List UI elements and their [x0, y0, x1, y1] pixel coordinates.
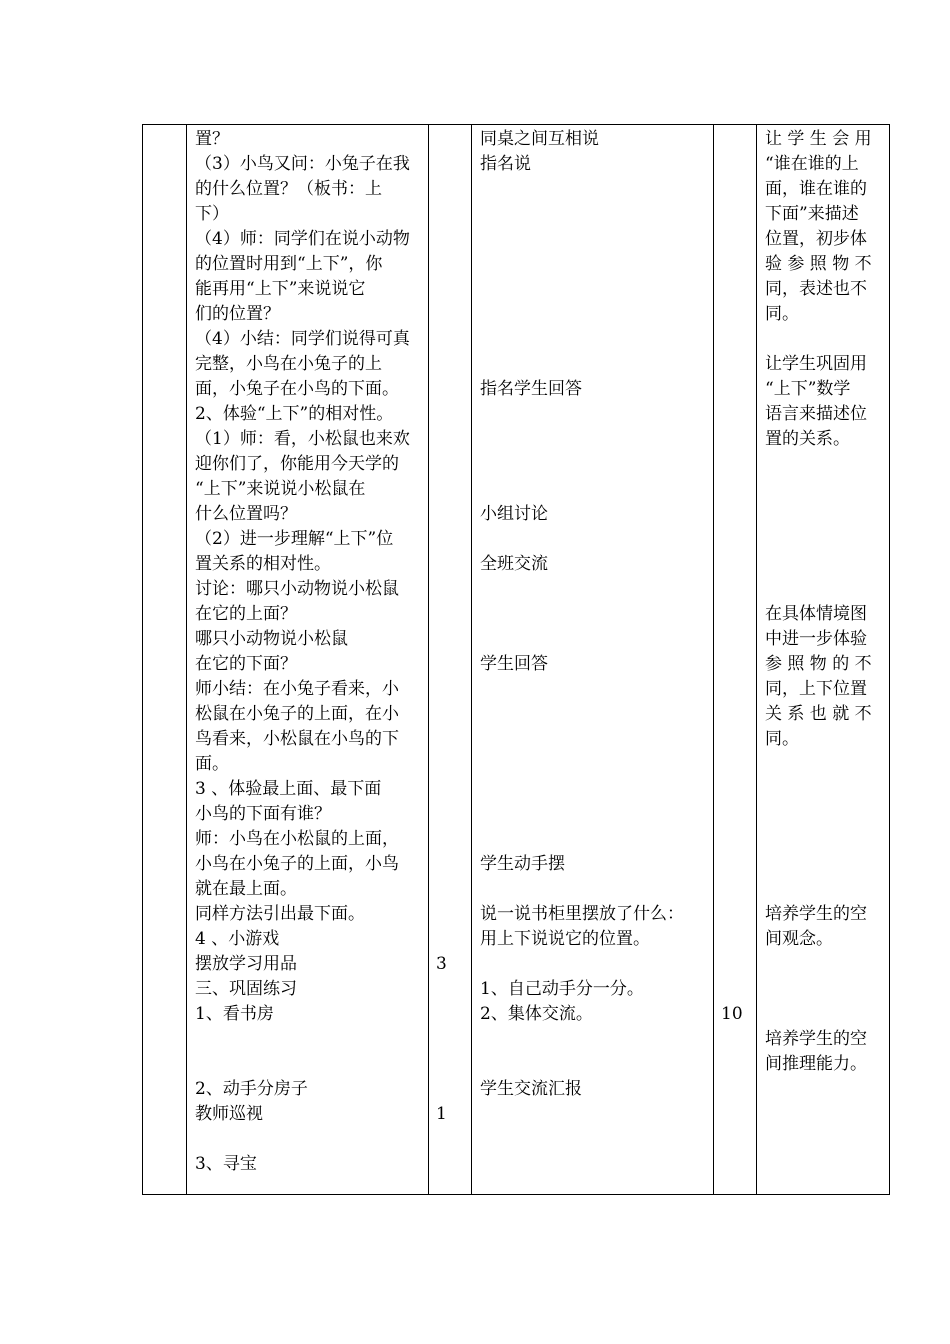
content-line: 什么位置吗？	[195, 504, 297, 524]
content-line: 置关系的相对性。	[195, 554, 331, 574]
design-intent-line: 同。	[765, 729, 799, 749]
design-intent-line: 同，表述也不	[765, 279, 867, 299]
student-activity-line: 全班交流	[480, 554, 548, 574]
student-activity-line: 小组讨论	[480, 504, 548, 524]
cell-time-minutes-2	[721, 125, 751, 1194]
student-activity-line: 2、集体交流。	[480, 1004, 593, 1024]
student-activity-line: 学生交流汇报	[480, 1079, 582, 1099]
content-line: 松鼠在小兔子的上面，在小	[195, 704, 399, 724]
design-intent-line: 同，上下位置	[765, 679, 867, 699]
design-intent-line: 面，谁在谁的	[765, 179, 867, 199]
column-divider	[186, 125, 187, 1194]
content-line: 置？	[195, 129, 229, 149]
content-line: 师：小鸟在小松鼠的上面，	[195, 829, 399, 849]
content-line: 教师巡视	[195, 1104, 263, 1124]
content-line: 三、巩固练习	[195, 979, 297, 999]
column-divider	[713, 125, 714, 1194]
student-activity-line: 学生动手摆	[480, 854, 565, 874]
content-line: 2、动手分房子	[195, 1079, 308, 1099]
content-line: 3、寻宝	[195, 1154, 257, 1174]
student-activity-line: 同桌之间互相说	[480, 129, 599, 149]
content-line: 4 、小游戏	[195, 929, 280, 949]
content-line: 完整，小鸟在小兔子的上	[195, 354, 382, 374]
content-line: 能再用“上下”来说说它	[195, 279, 366, 299]
content-line: 的位置时用到“上下”，你	[195, 254, 383, 274]
time-value: 10	[721, 1004, 743, 1024]
content-line: （4）小结：同学们说得可真	[195, 329, 410, 349]
design-intent-line: 下面”来描述	[765, 204, 859, 224]
design-intent-line: 间推理能力。	[765, 1054, 867, 1074]
content-line: 1、看书房	[195, 1004, 274, 1024]
content-line: 小鸟的下面有谁？	[195, 804, 331, 824]
design-intent-line: 置的关系。	[765, 429, 850, 449]
content-line: （2）进一步理解“上下”位	[195, 529, 394, 549]
content-line: 讨论：哪只小动物说小松鼠	[195, 579, 399, 599]
cell-empty	[143, 125, 186, 1194]
design-intent-line: 中进一步体验	[765, 629, 867, 649]
student-activity-line: 1、自己动手分一分。	[480, 979, 644, 999]
design-intent-line: 让学生巩固用	[765, 354, 867, 374]
student-activity-line: 指名学生回答	[480, 379, 582, 399]
content-line: 摆放学习用品	[195, 954, 297, 974]
cell-student-activity	[480, 125, 710, 1194]
design-intent-line: 参 照 物 的 不	[765, 654, 872, 674]
design-intent-line: 培养学生的空	[765, 1029, 867, 1049]
column-divider	[428, 125, 429, 1194]
design-intent-line: 同。	[765, 304, 799, 324]
cell-teaching-content	[195, 125, 421, 1194]
column-divider	[756, 125, 757, 1194]
content-line: 在它的下面？	[195, 654, 297, 674]
design-intent-line: 验 参 照 物 不	[765, 254, 872, 274]
content-line: （1）师：看，小松鼠也来欢	[195, 429, 410, 449]
design-intent-line: “谁在谁的上	[765, 154, 859, 174]
content-line: （4）师：同学们在说小动物	[195, 229, 410, 249]
design-intent-line: 让 学 生 会 用	[765, 129, 872, 149]
column-divider	[471, 125, 472, 1194]
design-intent-line: 在具体情境图	[765, 604, 867, 624]
design-intent-line: 语言来描述位	[765, 404, 867, 424]
content-line: 师小结：在小兔子看来，小	[195, 679, 399, 699]
design-intent-line: “上下”数学	[765, 379, 851, 399]
content-line: 3 、体验最上面、最下面	[195, 779, 382, 799]
cell-time-minutes	[436, 125, 466, 1194]
design-intent-line: 间观念。	[765, 929, 833, 949]
student-activity-line: 指名说	[480, 154, 531, 174]
design-intent-line: 位置，初步体	[765, 229, 867, 249]
content-line: 面，小兔子在小鸟的下面。	[195, 379, 399, 399]
time-value: 3	[436, 954, 447, 974]
content-line: “上下”来说说小松鼠在	[195, 479, 366, 499]
student-activity-line: 学生回答	[480, 654, 548, 674]
student-activity-line: 用上下说说它的位置。	[480, 929, 650, 949]
content-line: 小鸟在小兔子的上面，小鸟	[195, 854, 399, 874]
content-line: 鸟看来，小松鼠在小鸟的下	[195, 729, 399, 749]
content-line: 下）	[195, 204, 229, 224]
student-activity-line: 说一说书柜里摆放了什么：	[480, 904, 684, 924]
design-intent-line: 培养学生的空	[765, 904, 867, 924]
content-line: （3）小鸟又问：小兔子在我	[195, 154, 410, 174]
content-line: 们的位置？	[195, 304, 280, 324]
time-value: 1	[436, 1104, 447, 1124]
content-line: 同样方法引出最下面。	[195, 904, 365, 924]
content-line: 的什么位置？（板书：上	[195, 179, 382, 199]
content-line: 就在最上面。	[195, 879, 297, 899]
content-line: 2、体验“上下”的相对性。	[195, 404, 394, 424]
design-intent-line: 关 系 也 就 不	[765, 704, 872, 724]
content-line: 在它的上面？	[195, 604, 297, 624]
content-line: 迎你们了，你能用今天学的	[195, 454, 399, 474]
content-line: 哪只小动物说小松鼠	[195, 629, 348, 649]
content-line: 面。	[195, 754, 229, 774]
cell-design-intent	[765, 125, 883, 1194]
lesson-plan-table	[142, 124, 890, 1195]
